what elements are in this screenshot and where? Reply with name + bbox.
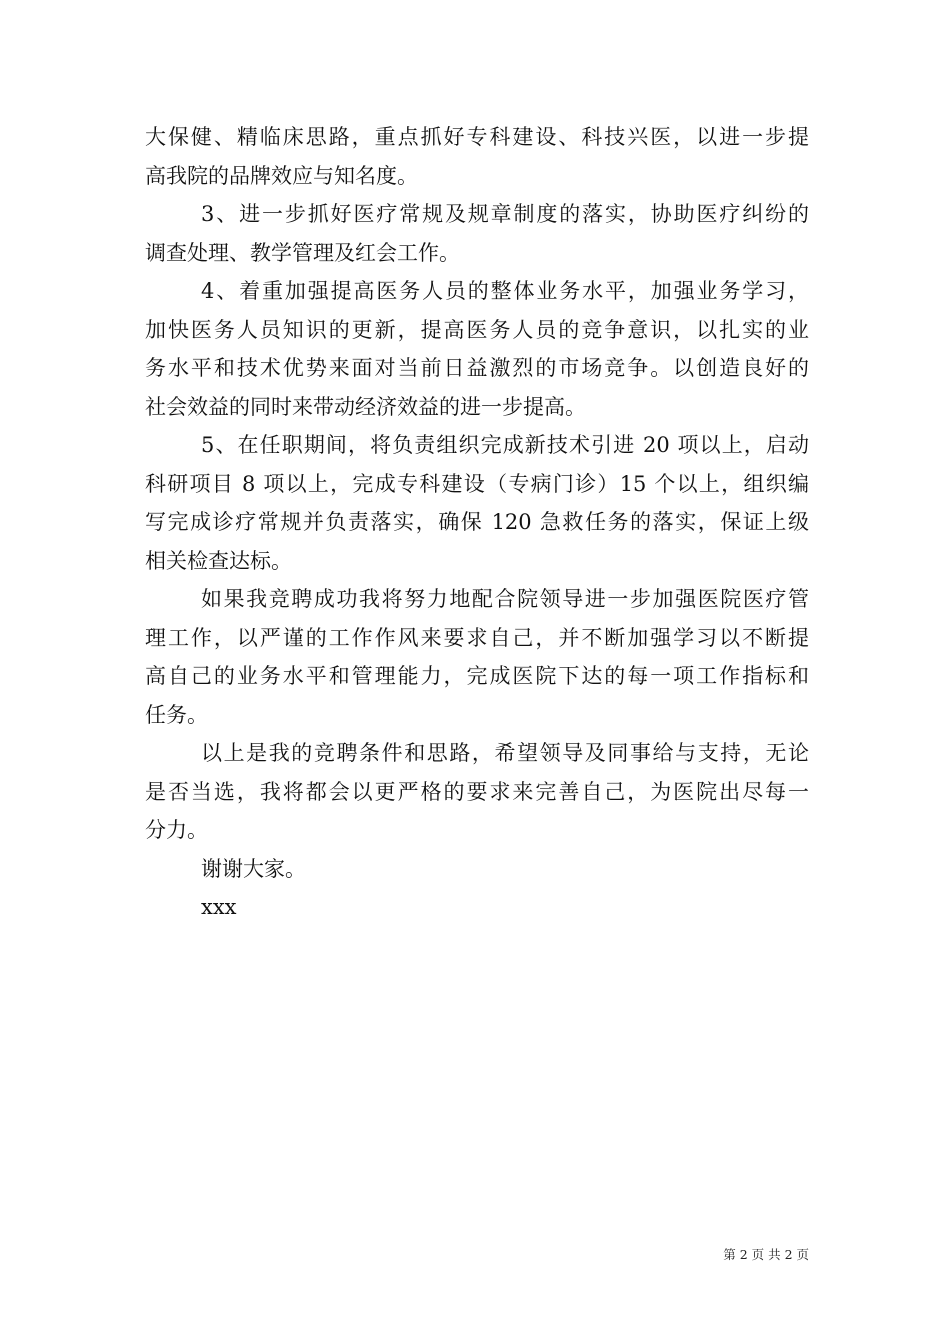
- text-line: 调查处理、教学管理及红会工作。: [145, 240, 460, 265]
- text-line: 谢谢大家。: [201, 856, 306, 881]
- text-line: 高我院的品牌效应与知名度。: [145, 163, 418, 188]
- text-line: 科研项目 8 项以上，完成专科建设（专病门诊）15 个以上，组织编: [145, 471, 809, 496]
- text-line: 大保健、精临床思路，重点抓好专科建设、科技兴医，以进一步提: [145, 125, 809, 149]
- text-line: 以上是我的竞聘条件和思路，希望领导及同事给与支持，无论: [201, 741, 809, 765]
- text-line: 3、进一步抓好医疗常规及规章制度的落实，协助医疗纠纷的: [201, 202, 809, 226]
- text-line: 加快医务人员知识的更新，提高医务人员的竞争意识，以扎实的业: [145, 317, 809, 342]
- page-number-footer: 第 2 页 共 2 页: [723, 1247, 809, 1262]
- document-body: [145, 118, 809, 927]
- signature-line: xxx: [201, 895, 237, 919]
- text-line: 写完成诊疗常规并负责落实，确保 120 急救任务的落实，保证上级: [145, 510, 809, 534]
- text-line: 4、着重加强提高医务人员的整体业务水平，加强业务学习，: [201, 279, 809, 303]
- text-line: 是否当选，我将都会以更严格的要求来完善自己，为医院出尽每一: [145, 779, 809, 804]
- text-line: 高自己的业务水平和管理能力，完成医院下达的每一项工作指标和: [145, 664, 809, 688]
- text-line: 分力。: [145, 818, 208, 842]
- text-line: 相关检查达标。: [145, 548, 292, 573]
- text-line: 理工作，以严谨的工作作风来要求自己，并不断加强学习以不断提: [145, 625, 809, 650]
- text-line: 5、在任职期间，将负责组织完成新技术引进 20 项以上，启动: [201, 433, 809, 457]
- text-line: 社会效益的同时来带动经济效益的进一步提高。: [145, 394, 586, 419]
- text-line: 务水平和技术优势来面对当前日益激烈的市场竞争。以创造良好的: [145, 356, 809, 380]
- text-line: 如果我竞聘成功我将努力地配合院领导进一步加强医院医疗管: [201, 587, 809, 611]
- text-line: 任务。: [145, 702, 208, 727]
